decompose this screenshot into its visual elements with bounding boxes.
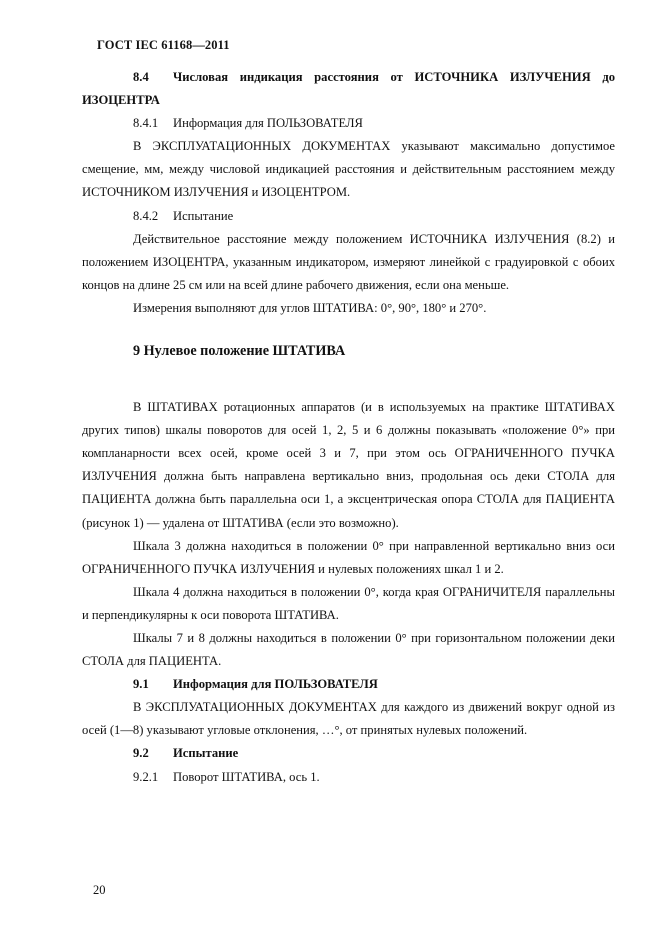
document-body (82, 66, 615, 789)
paragraph: Измерения выполняют для углов ШТАТИВА: 0°, 90°, 180° и 270°. (133, 300, 487, 315)
section-title: Информация для ПОЛЬЗОВАТЕЛЯ (173, 116, 363, 131)
section-title: Испытание (173, 208, 234, 223)
paragraph: Шкала 4 должна находиться в положении 0°, когда края ОГРАНИЧИТЕЛЯ параллельны и перпендикулярны к оси поворота ШТАТИВА. (82, 584, 615, 622)
section-8-4-2-heading (82, 205, 615, 228)
spacer (82, 363, 615, 396)
section-number: 9.1 (133, 677, 149, 692)
section-number: 8.4.2 (133, 208, 159, 223)
section-8-4-heading (82, 66, 615, 112)
section-title: Числовая индикация расстояния от ИСТОЧНИКА ИЗЛУЧЕНИЯ до ИЗОЦЕНТРА (82, 70, 615, 108)
section-9-2-heading (82, 742, 615, 765)
section-number: 9.2.1 (133, 769, 159, 784)
paragraph: В ЭКСПЛУАТАЦИОННЫХ ДОКУМЕНТАХ для каждого из движений вокруг одной из осей (1—8) указывают угловые отклонения, …°, от принятых нулевых положений. (82, 700, 615, 738)
paragraph: В ШТАТИВАХ ротационных аппаратов (и в используемых на практике ШТАТИВАХ других типов) шкалы поворотов для осей 1, 2, 5 и 6 должны показывать «положение 0°» при компланарности всех осей, кроме осей 3 и 7, при этом ось ОГРАНИЧЕННОГО ПУЧКА ИЗЛУЧЕНИЯ должна быть направлена вертикально вниз, продольная ось деки СТОЛА для ПАЦИЕНТА должна быть параллельна оси 1, а эксцентрическая опора СТОЛА для ПАЦИЕНТА (рисунок 1) — удалена от ШТАТИВА (если это возможно). (82, 400, 615, 530)
section-number: 8.4.1 (133, 116, 159, 131)
paragraph: Действительное расстояние между положением ИСТОЧНИКА ИЗЛУЧЕНИЯ (8.2) и положением ИЗОЦЕНТРА, указанным индикатором, измеряют линейкой с градуировкой с обоих концов на длине 25 см или на всей длине рабочего движения, если она меньше. (82, 231, 615, 292)
section-number: 9.2 (133, 746, 149, 761)
spacer (82, 320, 615, 339)
section-number: 8.4 (133, 70, 149, 84)
paragraph: Шкалы 7 и 8 должны находиться в положении 0° при горизонтальном положении деки СТОЛА для ПАЦИЕНТА. (82, 630, 615, 669)
section-8-4-1-heading (82, 112, 615, 135)
section-title: Поворот ШТАТИВА, ось 1. (173, 769, 320, 784)
section-9-1-heading (82, 673, 615, 696)
paragraph: Шкала 3 должна находиться в положении 0° при направленной вертикально вниз оси ОГРАНИЧЕННОГО ПУЧКА ИЗЛУЧЕНИЯ и нулевых положениях шкал 1 и 2. (82, 538, 615, 576)
section-title: Информация для ПОЛЬЗОВАТЕЛЯ (173, 677, 378, 692)
section-9-heading: 9 Нулевое положение ШТАТИВА (133, 343, 346, 360)
paragraph: В ЭКСПЛУАТАЦИОННЫХ ДОКУМЕНТАХ указывают максимально допустимое смещение, мм, между числовой индикацией расстояния и действительным расстоянием между ИСТОЧНИКОМ ИЗЛУЧЕНИЯ и ИЗОЦЕНТРОМ. (82, 139, 615, 200)
section-title: Испытание (173, 746, 239, 761)
section-9-2-1-heading (82, 766, 615, 789)
page-number: 20 (93, 883, 106, 897)
standard-header: ГОСТ IEC 61168—2011 (97, 38, 230, 52)
